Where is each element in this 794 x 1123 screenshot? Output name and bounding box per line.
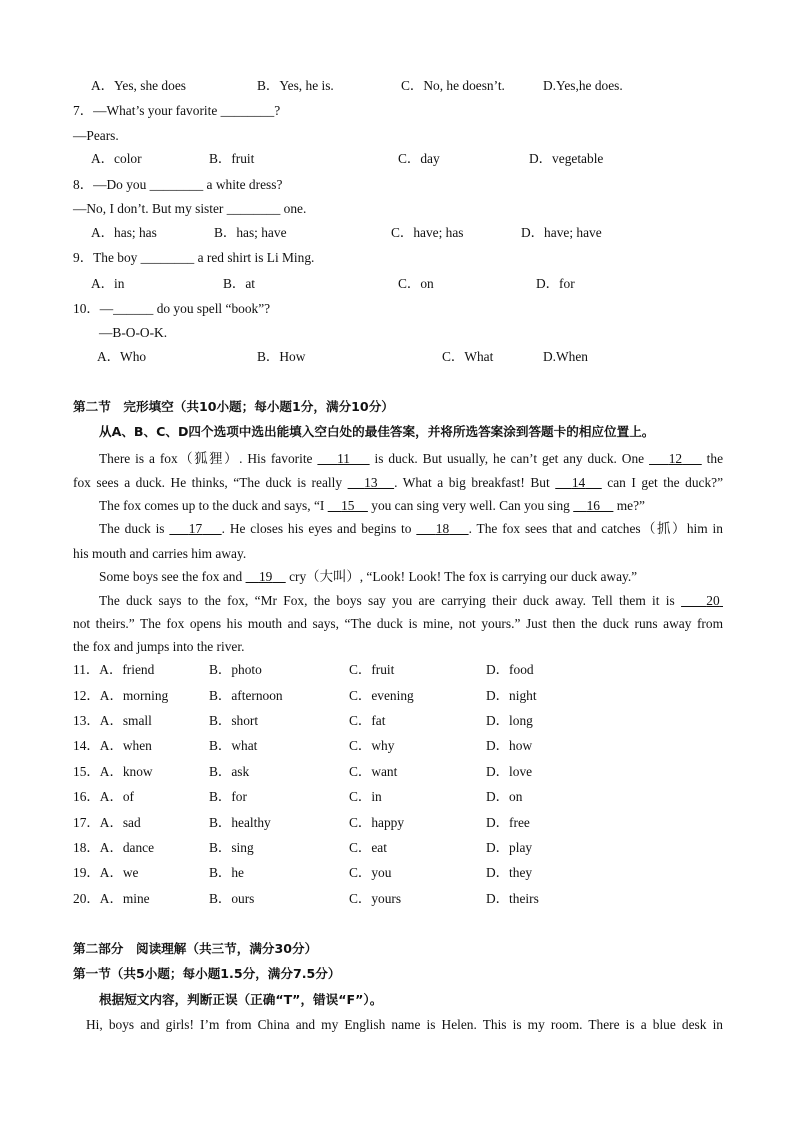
passage-line-7: The duck says to the fox, “Mr Fox, the boys say you are carrying their duck away. Tell them it is 20	[99, 593, 720, 608]
cloze-q13-option-d: D．long	[486, 713, 533, 728]
cloze-q19-option-b: B．he	[209, 865, 244, 880]
q8-option-a: A．has; has	[91, 225, 157, 240]
q10-answer: —B-O-O-K.	[99, 325, 168, 340]
cloze-q12-option-b: B．afternoon	[209, 688, 283, 703]
cloze-q11-option-c: C．fruit	[349, 662, 395, 677]
cloze-q18-number-and-option-a: 18．A．dance	[73, 840, 155, 855]
cloze-q15-option-c: C．want	[349, 764, 398, 779]
cloze-q19-option-d: D．they	[486, 865, 533, 880]
section2-title: 第二节 完形填空（共10小题；每小题1分，满分10分）	[73, 399, 394, 414]
q9-option-b: B．at	[223, 276, 255, 291]
q7-option-c: C．day	[398, 151, 440, 166]
cloze-q11-option-b: B．photo	[209, 662, 262, 677]
cloze-q11-option-d: D．food	[486, 662, 534, 677]
cloze-q20-option-c: C．yours	[349, 891, 402, 906]
cloze-q15-option-b: B．ask	[209, 764, 250, 779]
blank-12: 12	[668, 451, 683, 466]
q8-answer: —No, I don’t. But my sister ________ one.	[73, 201, 307, 216]
q7-option-b: B．fruit	[209, 151, 255, 166]
q8-stem: 8．—Do you ________ a white dress?	[73, 177, 283, 192]
blank-14: 14	[571, 475, 586, 490]
cloze-q17-option-d: D．free	[486, 815, 530, 830]
q7-option-a: A．color	[91, 151, 142, 166]
q9-option-a: A．in	[91, 276, 125, 291]
q6-option-c: C．No, he doesn’t.	[401, 78, 505, 93]
blank-17: 17	[188, 521, 203, 536]
cloze-q17-option-b: B．healthy	[209, 815, 271, 830]
blank-13: 13	[364, 475, 378, 490]
q10-option-b: B．How	[257, 349, 306, 364]
cloze-q18-option-b: B．sing	[209, 840, 254, 855]
cloze-q14-option-c: C．why	[349, 738, 395, 753]
part2-instruction: 根据短文内容，判断正误（正确“T”，错误“F”）。	[99, 992, 383, 1007]
cloze-q13-number-and-option-a: 13．A．small	[73, 713, 152, 728]
cloze-q20-option-b: B．ours	[209, 891, 255, 906]
cloze-q16-option-d: D．on	[486, 789, 523, 804]
passage-line-8: not theirs.” The fox opens his mouth and says, “The duck is mine, not yours.” Just then the duck runs away from	[73, 616, 723, 631]
blank-18: 18	[435, 521, 450, 536]
blank-20: 20	[706, 593, 720, 608]
passage-line-6: Some boys see the fox and 19 cry（大叫）, “Look! Look! The fox is carrying our duck away.”	[99, 569, 638, 584]
section2-instruction: 从A、B、C、D四个选项中选出能填入空白处的最佳答案，并将所选答案涂到答题卡的相应位置上。	[99, 424, 655, 439]
q9-option-d: D．for	[536, 276, 575, 291]
cloze-q14-option-d: D．how	[486, 738, 533, 753]
q9-stem: 9．The boy ________ a red shirt is Li Ming.	[73, 250, 315, 265]
q8-option-d: D．have; have	[521, 225, 602, 240]
cloze-q16-option-c: C．in	[349, 789, 382, 804]
cloze-q18-option-d: D．play	[486, 840, 533, 855]
part2-section1-title: 第一节（共5小题；每小题1.5分，满分7.5分）	[73, 966, 341, 981]
cloze-q20-option-d: D．theirs	[486, 891, 539, 906]
q9-option-c: C．on	[398, 276, 434, 291]
cloze-q20-number-and-option-a: 20．A．mine	[73, 891, 150, 906]
passage-line-3: The fox comes up to the duck and says, “I 15 you can sing very well. Can you sing 16 me?”	[99, 498, 645, 513]
q7-stem: 7．—What’s your favorite ________?	[73, 103, 281, 118]
passage-line-9: the fox and jumps into the river.	[73, 639, 245, 654]
cloze-q11-number-and-option-a: 11．A．friend	[73, 662, 155, 677]
q6-option-a: A．Yes, she does	[91, 78, 186, 93]
cloze-q13-option-c: C．fat	[349, 713, 386, 728]
cloze-q12-option-c: C．evening	[349, 688, 414, 703]
cloze-q15-option-d: D．love	[486, 764, 533, 779]
passage-line-4: The duck is 17 . He closes his eyes and begins to 18 . The fox sees that and catches（抓）him in	[99, 521, 723, 536]
cloze-q17-number-and-option-a: 17．A．sad	[73, 815, 141, 830]
q10-option-d: D.When	[543, 349, 588, 364]
cloze-q12-option-d: D．night	[486, 688, 537, 703]
q10-option-c: C．What	[442, 349, 494, 364]
q6-option-b: B．Yes, he is.	[257, 78, 334, 93]
reading-passage-line-1: Hi, boys and girls! I’m from China and my English name is Helen. This is my room. There is a blue desk in	[86, 1017, 723, 1032]
cloze-q19-option-c: C．you	[349, 865, 392, 880]
cloze-q14-option-b: B．what	[209, 738, 258, 753]
q8-option-b: B．has; have	[214, 225, 287, 240]
passage-line-5: his mouth and carries him away.	[73, 546, 247, 561]
blank-11: 11	[337, 451, 350, 466]
cloze-q14-number-and-option-a: 14．A．when	[73, 738, 152, 753]
cloze-q12-number-and-option-a: 12．A．morning	[73, 688, 169, 703]
blank-19: 19	[258, 569, 273, 584]
blank-15: 15	[341, 498, 355, 513]
cloze-q17-option-c: C．happy	[349, 815, 405, 830]
q7-option-d: D．vegetable	[529, 151, 604, 166]
passage-line-1: There is a fox（狐狸）. His favorite 11 is duck. But usually, he can’t get any duck. One 12 the	[99, 451, 724, 466]
cloze-q16-option-b: B．for	[209, 789, 247, 804]
q7-answer: —Pears.	[73, 128, 119, 143]
passage-line-2: fox sees a duck. He thinks, “The duck is really 13 . What a big breakfast! But 14 can I get the duck?”	[73, 475, 724, 490]
cloze-q15-number-and-option-a: 15．A．know	[73, 764, 153, 779]
q10-stem: 10．—______ do you spell “book”?	[73, 301, 271, 316]
q6-option-d: D.Yes,he does.	[543, 78, 623, 93]
blank-16: 16	[586, 498, 600, 513]
cloze-q19-number-and-option-a: 19．A．we	[73, 865, 139, 880]
cloze-q13-option-b: B．short	[209, 713, 259, 728]
cloze-q16-number-and-option-a: 16．A．of	[73, 789, 134, 804]
q10-option-a: A．Who	[97, 349, 147, 364]
cloze-q18-option-c: C．eat	[349, 840, 387, 855]
q8-option-c: C．have; has	[391, 225, 464, 240]
part2-title: 第二部分 阅读理解（共三节，满分30分）	[73, 941, 318, 956]
